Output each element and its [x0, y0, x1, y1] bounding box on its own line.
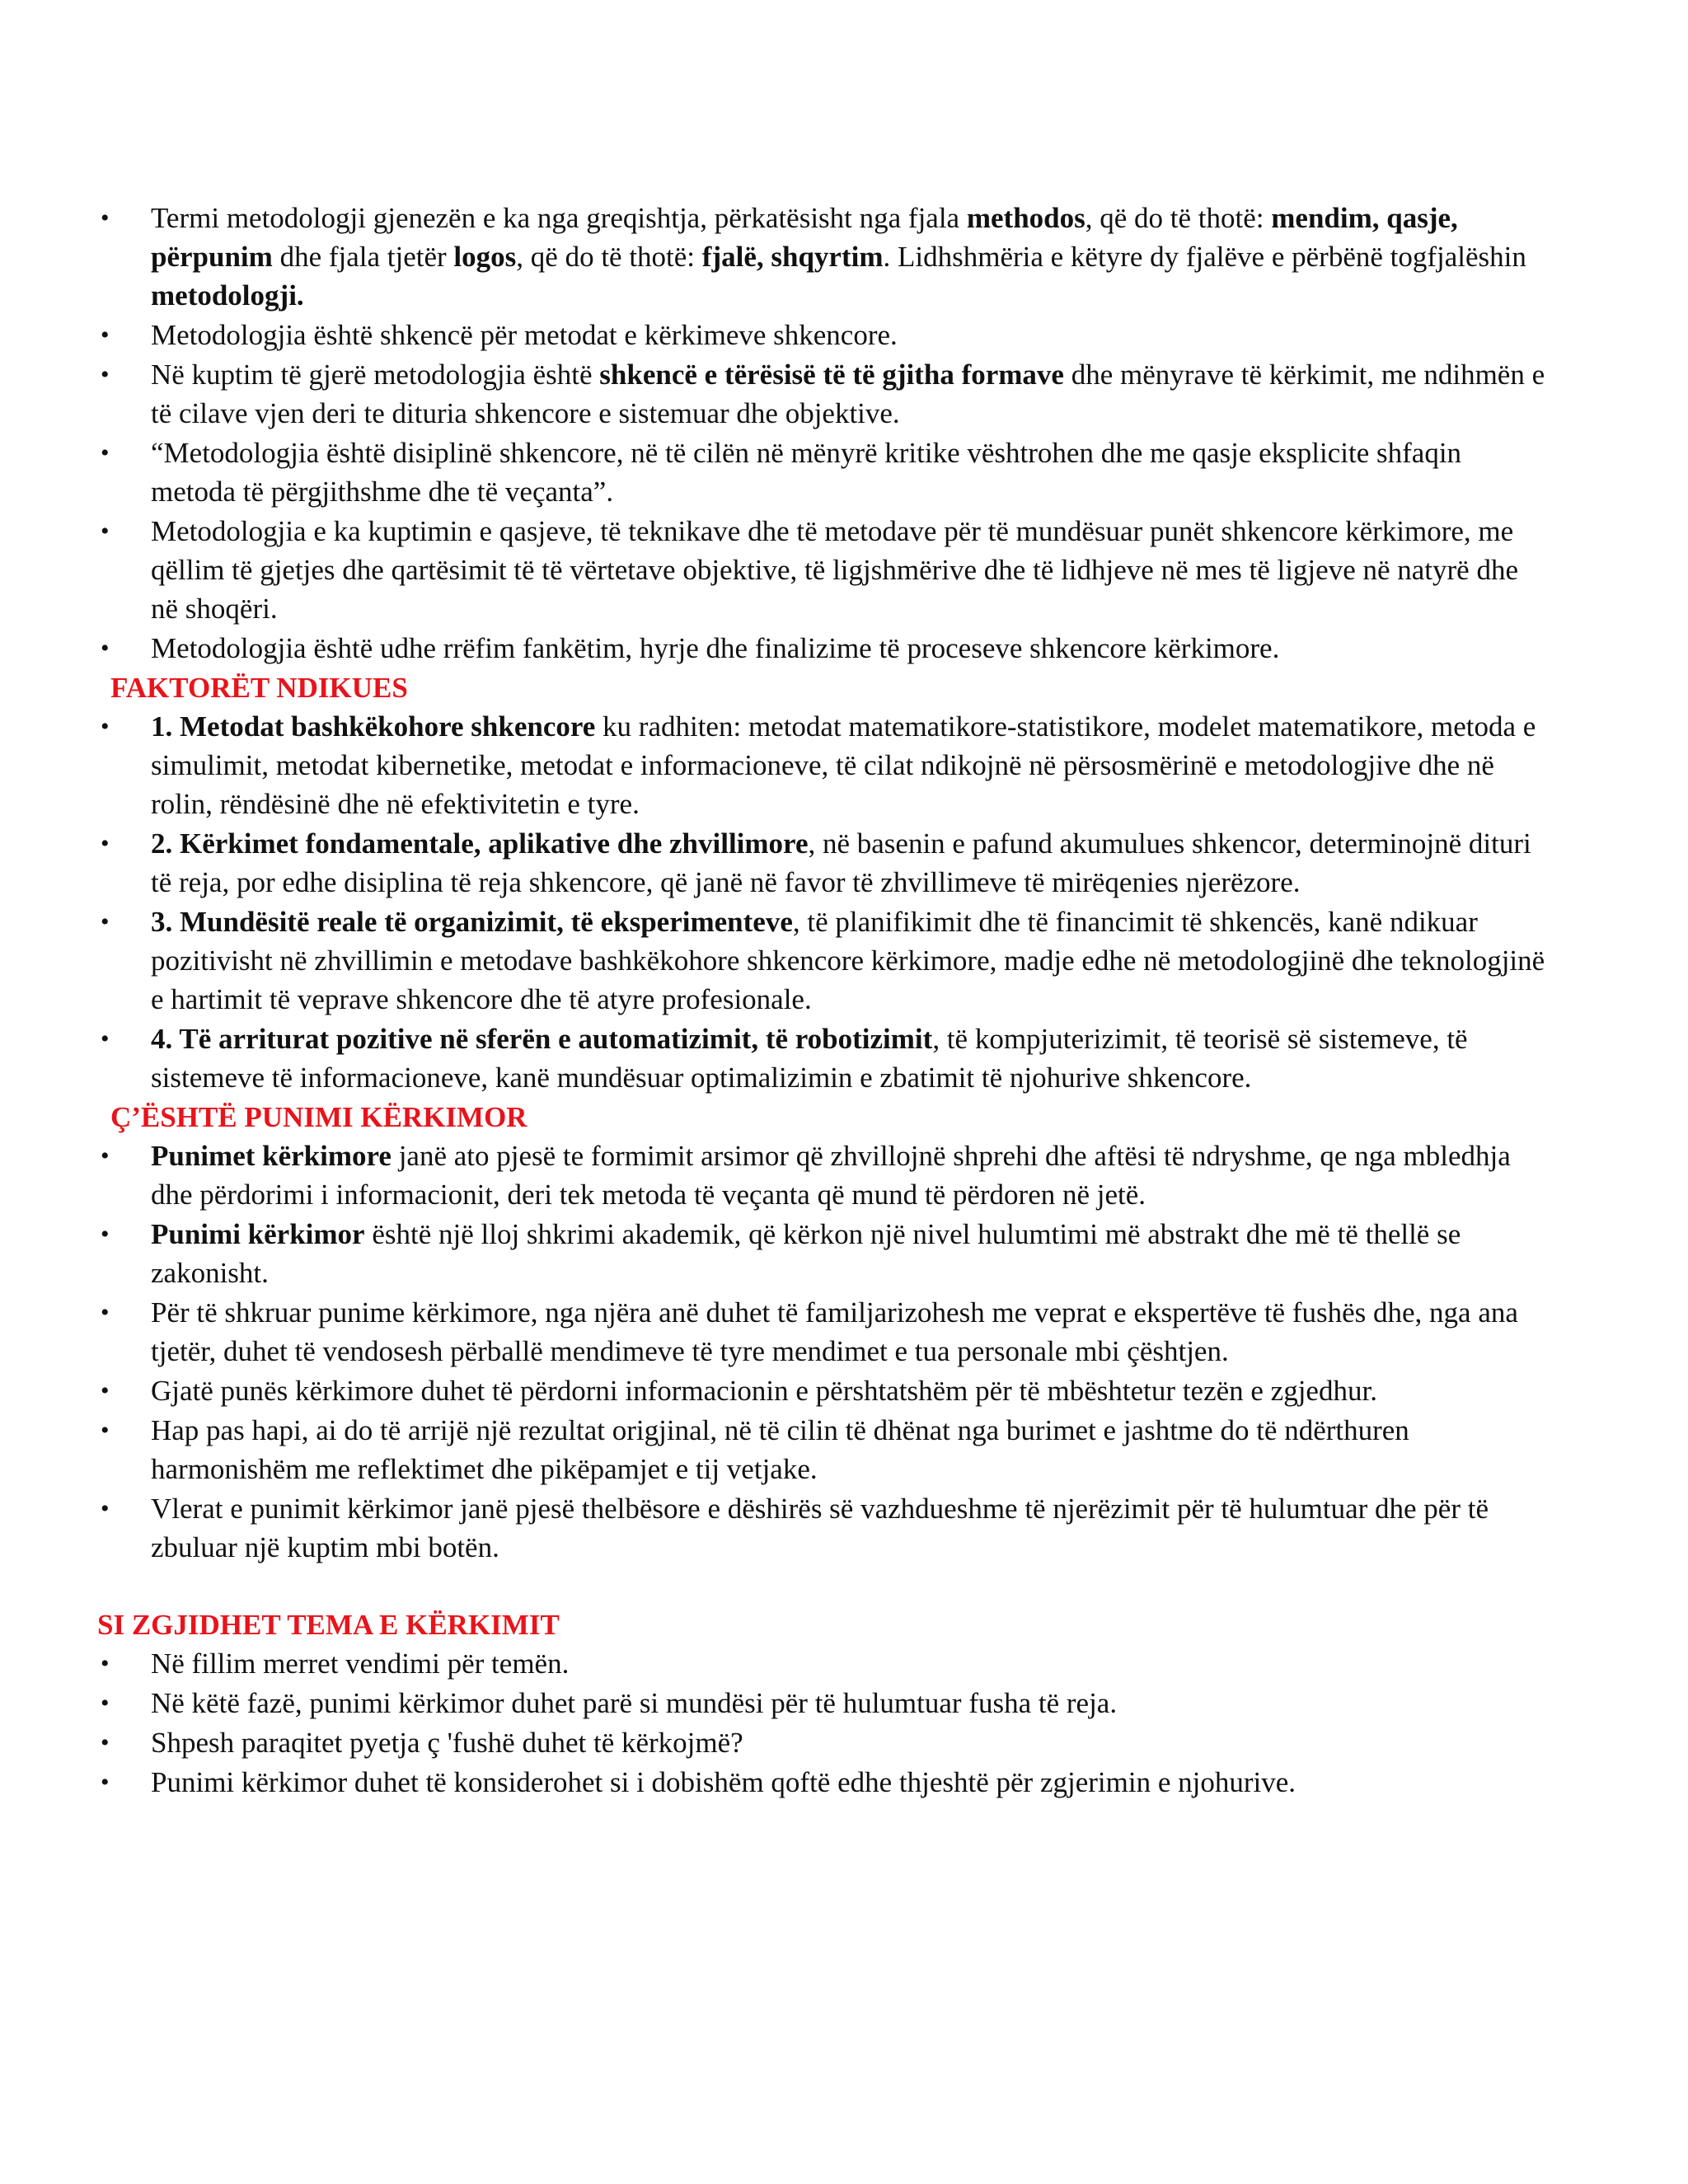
bold-text: 4. Të arriturat pozitive në sferën e automatizimit, të robotizimit [151, 1023, 933, 1055]
list-item [97, 707, 1548, 823]
bold-text: Punimet kërkimore [151, 1140, 392, 1172]
intro-list [97, 199, 1548, 668]
topic-list [97, 1644, 1548, 1802]
bold-text: mendim, qasje, përpunim [151, 202, 1458, 273]
bold-text: 1. Metodat bashkëkohore shkencore [151, 710, 596, 743]
item-text: , të kompjuterizimit, të teorisë së sistemeve, të sistemeve të informacioneve, kanë mundësuar optimalizimin e zbatimit të njohurive shkencore. [151, 1023, 1468, 1094]
list-item [97, 434, 1548, 511]
item-text: Termi metodologji gjenezën e ka nga greqishtja, përkatësisht nga fjala [151, 202, 967, 234]
factors-list [97, 707, 1548, 1097]
item-text: Shpesh paraqitet pyetja ç 'fushë duhet të kërkojmë? [151, 1727, 743, 1759]
list-item [97, 1019, 1548, 1097]
heading-factors: FAKTORËT NDIKUES [110, 672, 408, 704]
list-item [97, 1723, 1548, 1762]
bullet-icon: • [101, 518, 110, 545]
list-item [97, 1684, 1548, 1722]
bullet-icon: • [101, 830, 110, 857]
item-text: janë ato pjesë te formimit arsimor që zhvillojnë shprehi dhe aftësi të ndryshme, qe nga mbledhja dhe përdorimi i informacionit, deri tek metoda të veçanta që mund të përdoren në jetë. [151, 1140, 1511, 1211]
list-item [97, 1763, 1548, 1802]
list-item [97, 902, 1548, 1019]
item-text: Hap pas hapi, ai do të arrijë një rezultat origjinal, në të cilin të dhënat nga burimet e jashtme do të ndërthuren harmonishëm me reflektimet dhe pikëpamjet e tij vetjake. [151, 1414, 1409, 1485]
bold-text: metodologji. [151, 279, 304, 312]
bullet-icon: • [101, 1377, 110, 1404]
list-item [97, 1411, 1548, 1488]
item-text: “Metodologjia është disiplinë shkencore, në të cilën në mënyrë kritike vështrohen dhe me qasje eksplicite shfaqin metoda të përgjithshme dhe të veçanta”. [151, 437, 1462, 508]
bullet-icon: • [101, 1417, 110, 1444]
list-item [97, 629, 1548, 668]
list-item [97, 824, 1548, 902]
bold-text: fjalë, shqyrtim [701, 241, 884, 273]
item-text: Për të shkruar punime kërkimore, nga njëra anë duhet të familjarizohesh me veprat e ekspertëve të fushës dhe, nga ana tjetër, duhet të vendosesh përballë mendimeve të tyre mendimet e tua personale mbi çështjen. [151, 1296, 1518, 1367]
bullet-icon: • [101, 908, 110, 935]
heading-topic: SI ZGJIDHET TEMA E KËRKIMIT [97, 1609, 560, 1641]
bullet-icon: • [101, 204, 110, 232]
item-text: Metodologjia është udhe rrëfim fankëtim, hyrje dhe finalizime të proceseve shkencore kërkimore. [151, 632, 1280, 664]
bullet-icon: • [101, 1495, 110, 1522]
bullet-icon: • [101, 439, 110, 466]
research-list [97, 1137, 1548, 1567]
list-item [97, 1215, 1548, 1292]
item-text: . Lidhshmëria e këtyre dy fjalëve e përbënë togfjalëshin [883, 241, 1526, 273]
item-text: ku radhiten: metodat matematikore-statistikore, modelet matematikore, metoda e simulimit, metodat kibernetike, metodat e informacioneve, të cilat ndikojnë në përsosmërinë e metodologjive dhe në rolin, rëndësinë dhe në efektivitetin e tyre. [151, 710, 1536, 820]
bullet-icon: • [101, 1142, 110, 1169]
bullet-icon: • [101, 635, 110, 662]
bold-text: Punimi kërkimor [151, 1218, 365, 1250]
item-text: dhe fjala tjetër [272, 241, 454, 273]
document-content [97, 199, 1548, 1802]
item-text: Në fillim merret vendimi për temën. [151, 1647, 570, 1680]
bold-text: methodos [966, 202, 1085, 234]
bullet-icon: • [101, 1769, 110, 1796]
bullet-icon: • [101, 1690, 110, 1717]
list-item [97, 199, 1548, 315]
bullet-icon: • [101, 1025, 110, 1052]
list-item [97, 512, 1548, 628]
bold-text: logos [453, 241, 517, 273]
item-text: , që do të thotë: [1085, 202, 1272, 234]
item-text: Metodologjia është shkencë për metodat e kërkimeve shkencore. [151, 319, 898, 351]
item-text: dhe mënyrave të kërkimit, me ndihmën e të cilave vjen deri te dituria shkencore e sistemuar dhe objektive. [151, 359, 1545, 429]
bullet-icon: • [101, 1650, 110, 1677]
list-item [97, 316, 1548, 354]
item-text: , që do të thotë: [516, 241, 702, 273]
list-item [97, 1371, 1548, 1410]
item-text: Metodologjia e ka kuptimin e qasjeve, të teknikave dhe të metodave për të mundësuar punët shkencore kërkimore, me qëllim të gjetjes dhe qartësimit të të vërtetave objektive, të ligjshmërive dhe të lidhjeve në mes të ligjeve në natyrë dhe në shoqëri. [151, 515, 1518, 625]
item-text: Gjatë punës kërkimore duhet të përdorni informacionin e përshtatshëm për të mbështetur tezën e zgjedhur. [151, 1375, 1377, 1407]
list-item [97, 1644, 1548, 1683]
bullet-icon: • [101, 713, 110, 740]
bold-text: shkencë e tërësisë të të gjitha formave [599, 359, 1064, 391]
item-text: , në basenin e pafund akumulues shkencor, determinojnë dituri të reja, por edhe disiplina të reja shkencore, që janë në favor të zhvillimeve të mirëqenies njerëzore. [151, 827, 1531, 898]
item-text: është një lloj shkrimi akademik, që kërkon një nivel hulumtimi më abstrakt dhe më të thellë se zakonisht. [151, 1218, 1461, 1289]
item-text: Në kuptim të gjerë metodologjia është [151, 359, 600, 391]
item-text: , të planifikimit dhe të financimit të shkencës, kanë ndikuar pozitivisht në zhvillimin e metodave bashkëkohore shkencore kërkimore, madje edhe në metodologjinë dhe teknologjinë e hartimit të veprave shkencore dhe të atyre profesionale. [151, 906, 1545, 1015]
heading-research: Ç’ËSHTË PUNIMI KËRKIMOR [110, 1101, 528, 1133]
list-item [97, 355, 1548, 433]
bold-text: 2. Kërkimet fondamentale, aplikative dhe zhvillimore [151, 827, 809, 860]
list-item [97, 1293, 1548, 1371]
item-text: Vlerat e punimit kërkimor janë pjesë thelbësore e dëshirës së vazhdueshme të njerëzimit për të hulumtuar dhe për të zbuluar një kuptim mbi botën. [151, 1493, 1489, 1563]
bullet-icon: • [101, 361, 110, 388]
item-text: Në këtë fazë, punimi kërkimor duhet parë si mundësi për të hulumtuar fusha të reja. [151, 1687, 1118, 1719]
bullet-icon: • [101, 321, 110, 349]
item-text: Punimi kërkimor duhet të konsiderohet si i dobishëm qoftë edhe thjeshtë për zgjerimin e njohurive. [151, 1766, 1296, 1798]
bold-text: 3. Mundësitë reale të organizimit, të eksperimenteve [151, 906, 793, 938]
list-item [97, 1489, 1548, 1567]
bullet-icon: • [101, 1299, 110, 1326]
list-item [97, 1137, 1548, 1214]
bullet-icon: • [101, 1221, 110, 1248]
bullet-icon: • [101, 1729, 110, 1756]
